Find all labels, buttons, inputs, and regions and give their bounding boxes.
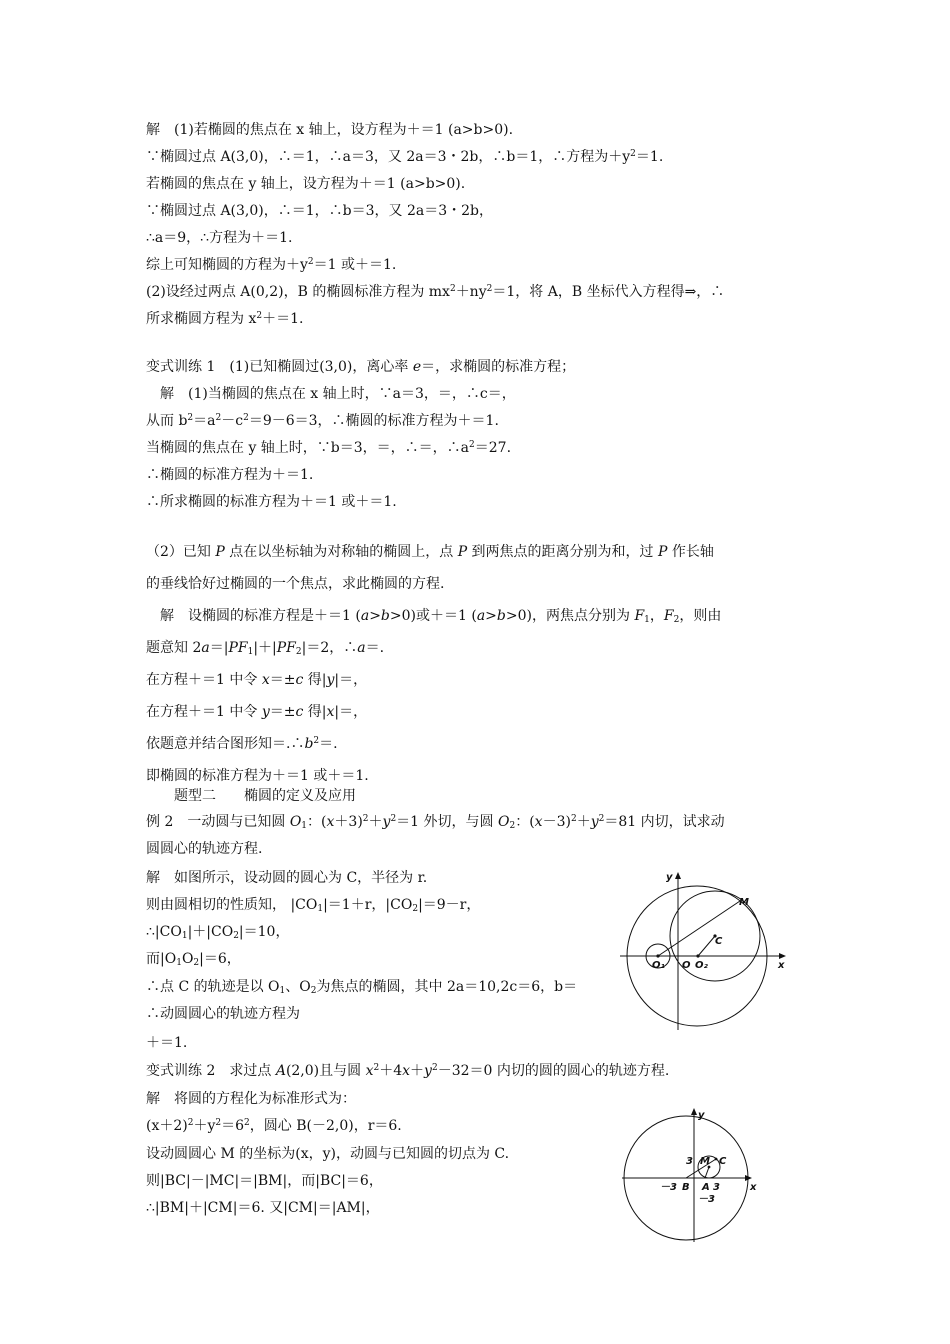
text-line: 所求椭圆方程为 $x^2+=1$. <box>146 311 304 327</box>
text-line: 解 如图所示，设动圆的圆心为 C，半径为 r. <box>146 870 428 886</box>
text-line: $(x+2)^2+y^2=6^2$，圆心 B(－2,0)，r＝6. <box>146 1118 402 1134</box>
text-line: 设动圆圆心 M 的坐标为(x，y)，动圆与已知圆的切点为 C. <box>146 1146 510 1162</box>
text-line: 则由圆相切的性质知， $|CO_1|=1+r$，$|CO_2|=9-r$， <box>146 897 481 914</box>
text-line: 变式训练 1 (1)已知椭圆过(3,0)，离心率 e＝，求椭圆的标准方程； <box>146 359 576 375</box>
text-line: 解 设椭圆的标准方程是＋＝1 (a>b>0)或＋＝1 (a>b>0)，两焦点分别为 $F_1$，$F_2$，则由 <box>146 608 722 625</box>
text-line: 综上可知椭圆的方程为$+y^2=1$ 或＋＝1. <box>146 257 397 273</box>
text-line: 在方程＋＝1 中令 y＝±c 得|x|＝， <box>146 704 368 720</box>
text-line: 解 (1)当椭圆的焦点在 x 轴上时，∵a＝3，＝，∴c＝， <box>146 386 516 402</box>
text-line: ∴所求椭圆的标准方程为＋＝1 或＋＝1. <box>146 494 397 510</box>
text-line: 而$|O_1O_2|=6$， <box>146 951 241 968</box>
fig2-label: C <box>719 1156 727 1167</box>
text-line: 若椭圆的焦点在 y 轴上，设方程为＋＝1 (a>b>0). <box>146 176 466 192</box>
text-line: 当椭圆的焦点在 y 轴上时，∵b＝3，＝，∴＝，$\therefore a^2=27$. <box>146 440 512 456</box>
fig1-label: x <box>778 960 785 971</box>
fig1-label: M <box>739 897 749 908</box>
fig2-label: M <box>700 1156 710 1167</box>
text-line: 解 将圆的方程化为标准形式为： <box>146 1091 356 1107</box>
text-line: 从而 $b^2=a^2-c^2=9-6=3$，∴椭圆的标准方程为＋＝1. <box>146 413 499 429</box>
text-line: ∴点 C 的轨迹是以 $O_1$、$O_2$为焦点的椭圆，其中 2a＝10,2c＝6，b＝ <box>146 979 578 996</box>
figure-tangent-circles <box>612 868 797 1033</box>
text-line: 题意知 $2a=|PF_1|+|PF_2|=2$，∴a＝. <box>146 640 385 657</box>
text-line: 即椭圆的标准方程为＋＝1 或＋＝1. <box>146 768 369 784</box>
fig2-label: B <box>682 1182 690 1193</box>
fig2-label: 3 <box>686 1156 693 1167</box>
fig2-label: A <box>702 1182 710 1193</box>
fig2-label: y <box>698 1110 705 1121</box>
text-line: 则|BC|－|MC|＝|BM|，而|BC|＝6， <box>146 1173 383 1189</box>
text-line: ∴|BM|＋|CM|＝6. 又|CM|＝|AM|， <box>146 1200 380 1216</box>
section-heading: 题型二 椭圆的定义及应用 <box>146 788 356 804</box>
text-line: ∴动圆圆心的轨迹方程为 <box>146 1006 300 1022</box>
text-line: $\therefore|CO_1|+|CO_2|=10$， <box>146 924 290 941</box>
fig1-label: y <box>666 872 673 883</box>
fig1-label: O <box>682 960 691 971</box>
text-line: ∵椭圆过点 A(3,0)，∴＝1，∴a＝3，又 2a＝3・2b，∴b＝1，∴方程为$+y^2=1$. <box>146 149 664 165</box>
text-line: 变式训练 2 求过点 A(2,0)且与圆 $x^2+4x+y^2-32=0$ 内切的圆的圆心的轨迹方程. <box>146 1063 670 1079</box>
text-line: ∵椭圆过点 A(3,0)，∴＝1，∴b＝3，又 2a＝3・2b， <box>146 203 494 219</box>
text-line: (2)设经过两点 A(0,2)，B 的椭圆标准方程为 $mx^2+ny^2=1$，将 A，B 坐标代入方程得⇒，∴ <box>146 284 725 300</box>
fig2-label: －3 <box>660 1182 677 1193</box>
fig2-label: －3 <box>698 1194 715 1205</box>
text-line: 在方程＋＝1 中令 x＝±c 得|y|＝， <box>146 672 368 688</box>
text-line: 解 (1)若椭圆的焦点在 x 轴上，设方程为＋＝1 (a>b>0). <box>146 122 514 138</box>
fig2-label: x <box>750 1182 757 1193</box>
fig2-label: 3 <box>713 1182 720 1193</box>
text-line: 的垂线恰好过椭圆的一个焦点，求此椭圆的方程. <box>146 576 445 592</box>
figure-inscribed-circle <box>618 1104 763 1244</box>
text-line: ∴椭圆的标准方程为＋＝1. <box>146 467 314 483</box>
text-line: 例 2 一动圆与已知圆 $O_1$：$(x+3)^2+y^2=1$ 外切，与圆 $O_2$：$(x-3)^2+y^2=81$ 内切，试求动 <box>146 814 725 831</box>
text-line: （2）已知 P 点在以坐标轴为对称轴的椭圆上，点 P 到两焦点的距离分别为和，过 P 作长轴 <box>146 544 714 560</box>
text-line: ∴a＝9，∴方程为＋＝1. <box>146 230 293 246</box>
fig1-label: O₁ <box>652 960 665 971</box>
text-line: 圆圆心的轨迹方程. <box>146 841 263 857</box>
text-line: ＋＝1. <box>146 1035 188 1051</box>
text-line: 依题意并结合图形知$=.\therefore b^2=$. <box>146 736 338 752</box>
fig1-label: O₂ <box>695 960 708 971</box>
fig1-label: C <box>715 936 723 947</box>
